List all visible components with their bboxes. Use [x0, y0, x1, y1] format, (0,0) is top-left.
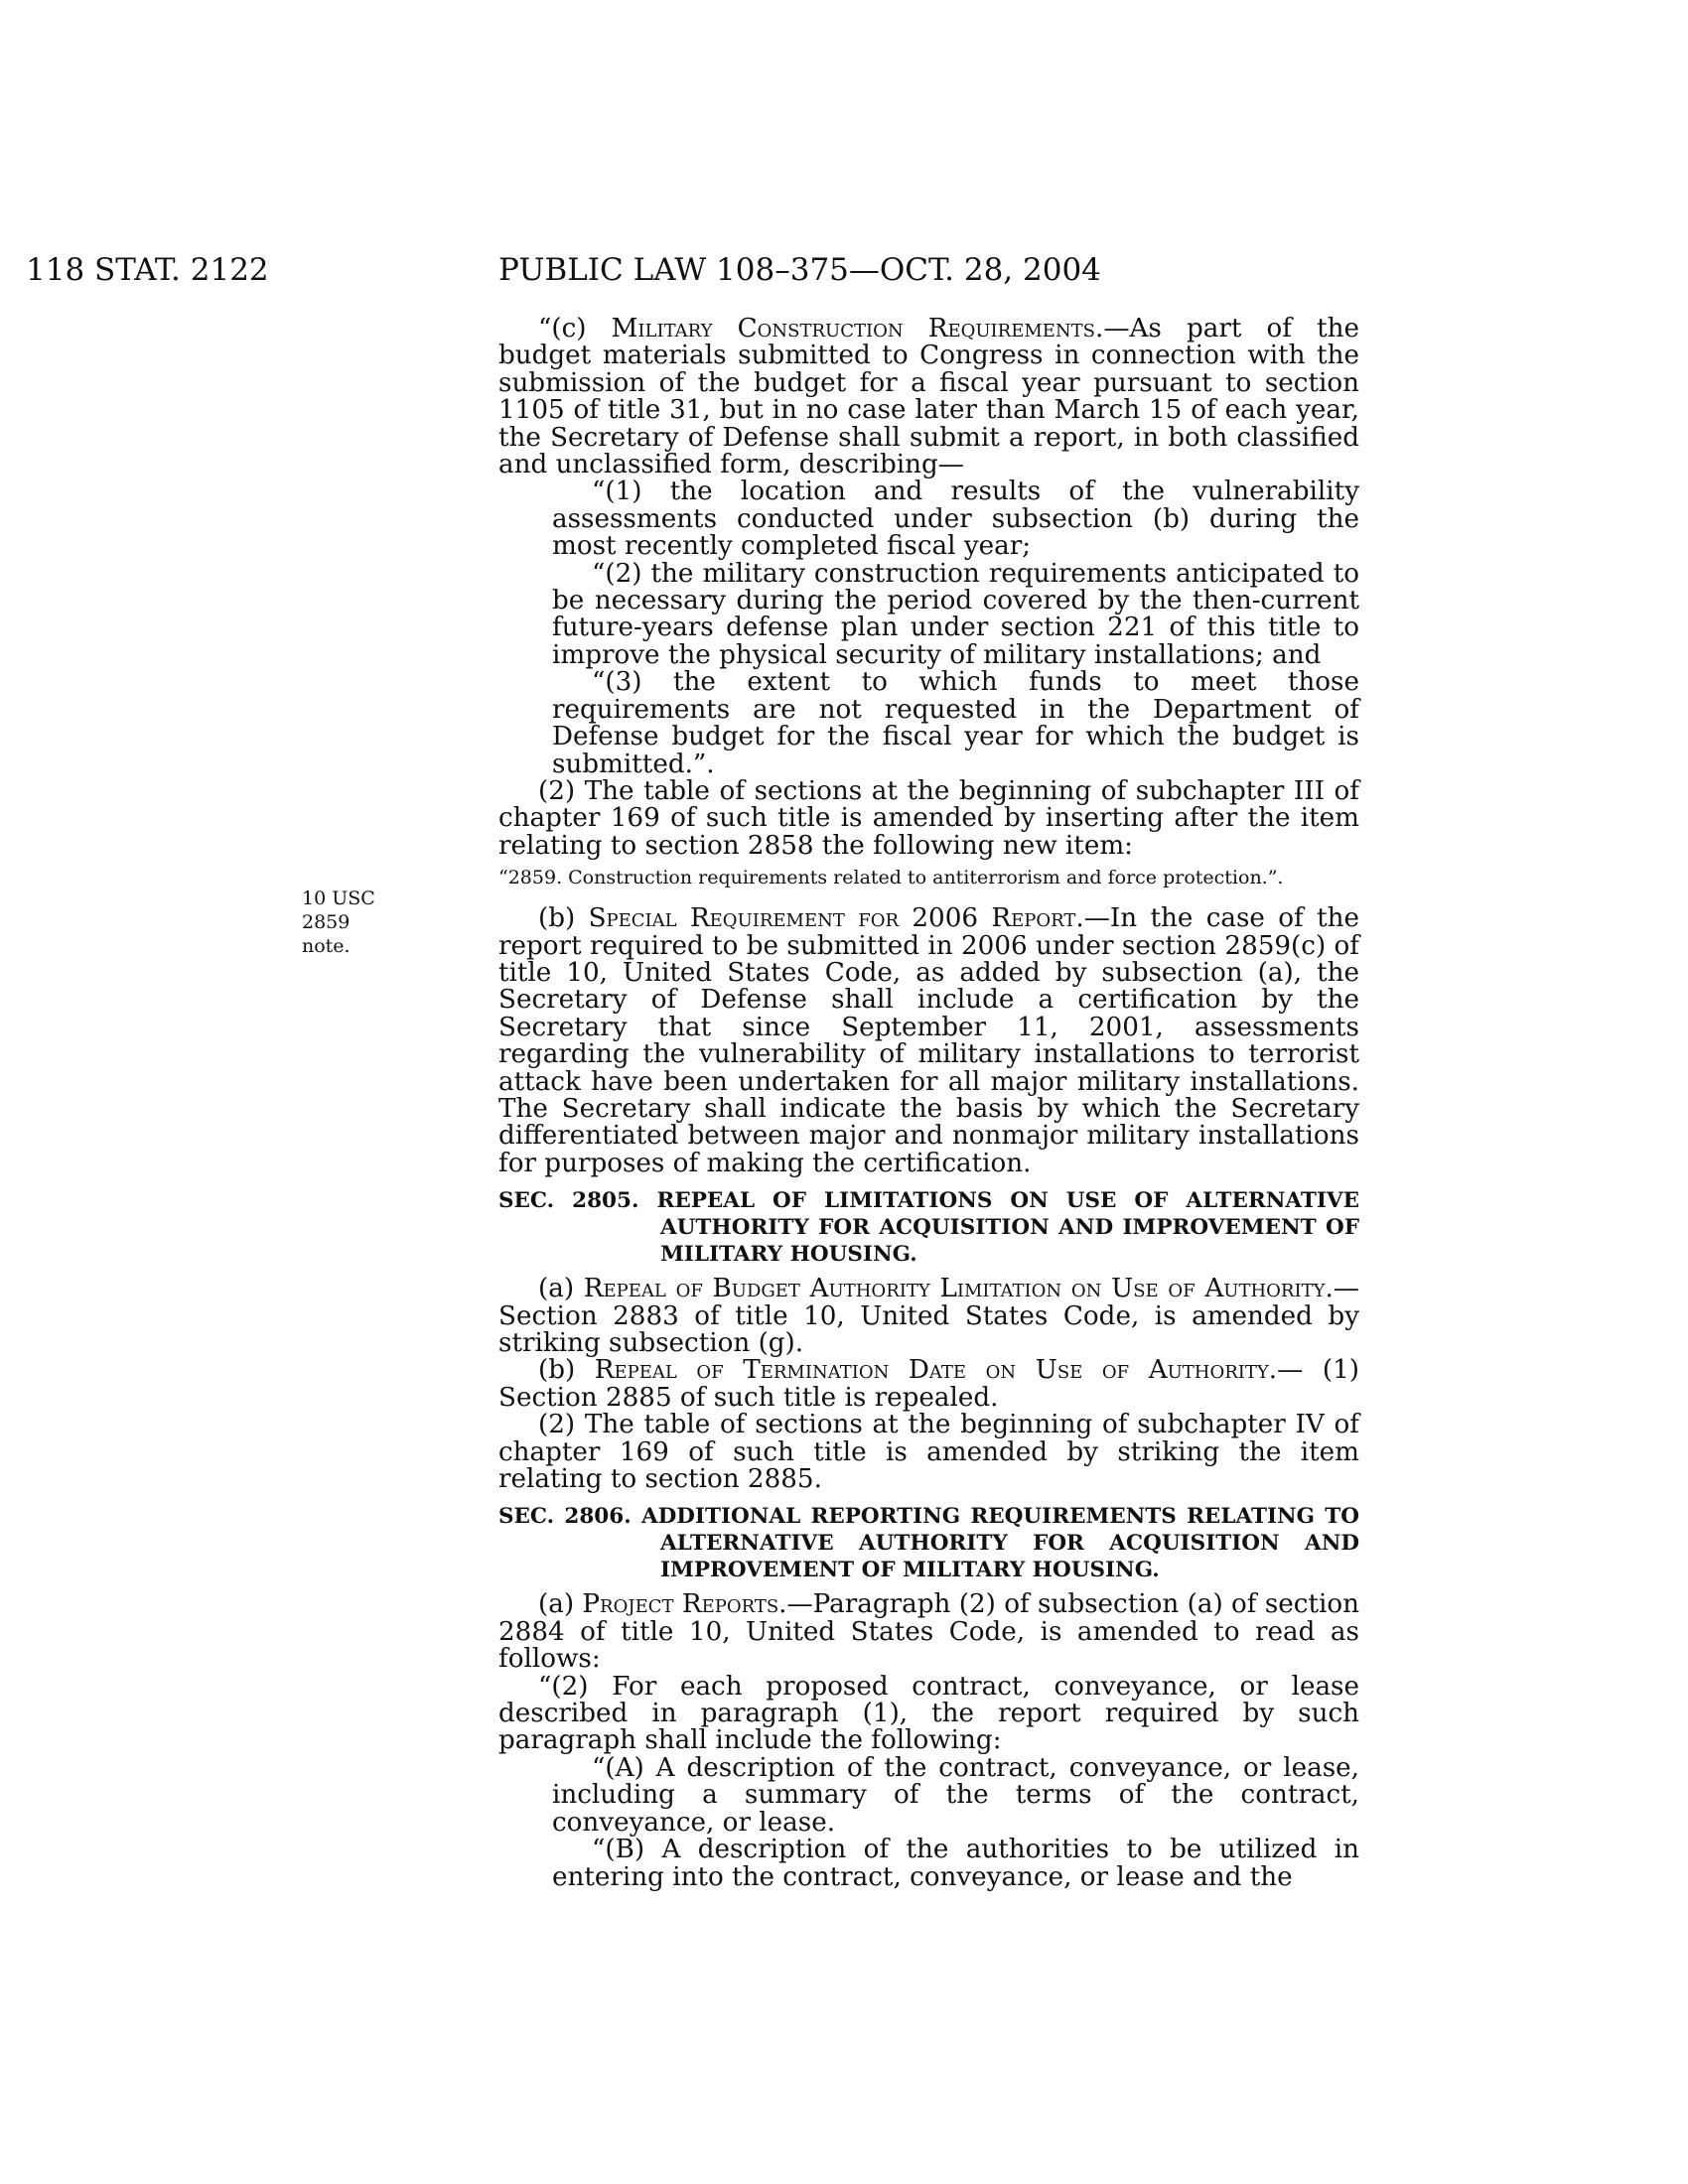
section-heading-2805: SEC. 2805. REPEAL OF LIMITATIONS ON USE OF ALTERNATIVE AUTHORITY FOR ACQUISITION AND IMPROVEMENT OF MILITARY HOUSING.: [498, 1188, 1359, 1268]
clause-2: “(2) the military construction requirements anticipated to be necessary during the period covered by the then-current future-years defense plan under section 221 of this title to improve the physical security of military installations; and: [552, 558, 1359, 670]
quoted-clause-a: “(A) A description of the contract, conveyance, or lease, including a summary of the terms of the contract, conveyance, or lease.: [552, 1752, 1359, 1838]
paragraph-c: “(c) Military Construction Requirements.—As part of the budget materials submitted to Congress in connection with the submission of the budget for a fiscal year pursuant to section 1105 of title 31, but in no case later than March 15 of each year, the Secretary of Defense shall submit a report, in both classified and unclassified form, describing—: [498, 314, 1359, 480]
clause-3: “(3) the extent to which funds to meet those requirements are not requested in the Department of Defense budget for the fiscal year for which the budget is submitted.”.: [552, 667, 1359, 779]
paragraph-2: (2) The table of sections at the beginning of subchapter III of chapter 169 of such title is amended by inserting after the item relating to section 2858 the following new item:: [498, 775, 1359, 861]
quoted-clause-b: “(B) A description of the authorities to be utilized in entering into the contract, conveyance, or lease and the: [552, 1835, 1359, 1892]
running-header: PUBLIC LAW 108–375—OCT. 28, 2004: [498, 252, 1101, 288]
subsection-2806-a: (a) Project Reports.—Paragraph (2) of subsection (a) of section 2884 of title 10, United States Code, is amended to read as follows:: [498, 1589, 1359, 1675]
body-column: [498, 316, 1359, 1891]
margin-note: [302, 887, 421, 958]
paragraph-2805-b2: (2) The table of sections at the beginning of subchapter IV of chapter 169 of such title is amended by striking the item relating to section 2885.: [498, 1410, 1359, 1495]
paragraph-heading: Military Construction Requirements: [611, 314, 1095, 343]
subsection-heading: Special Requirement for 2006 Report: [588, 903, 1076, 934]
subsection-heading: Repeal of Budget Authority Limitation on Use of Authority: [583, 1274, 1326, 1304]
margin-note-line: 10 USC 2859: [302, 887, 375, 933]
table-of-sections-item: “2859. Construction requirements related to antiterrorism and force protection.”.: [498, 867, 1284, 889]
margin-note-line: note.: [302, 935, 351, 957]
clause-1: “(1) the location and results of the vulnerability assessments conducted under subsection (b) during the most recently completed fiscal year;: [552, 477, 1359, 562]
subsection-2805-b: (b) Repeal of Termination Date on Use of Authority.— (1) Section 2885 of such title is repealed.: [498, 1355, 1359, 1413]
quoted-paragraph-2: “(2) For each proposed contract, conveyance, or lease described in paragraph (1), the report required by such paragraph shall include the following:: [498, 1671, 1359, 1756]
subsection-heading: Repeal of Termination Date on Use of Authority: [594, 1355, 1269, 1386]
section-heading-2806: SEC. 2806. ADDITIONAL REPORTING REQUIREMENTS RELATING TO ALTERNATIVE AUTHORITY FOR ACQUISITION AND IMPROVEMENT OF MILITARY HOUSING.: [498, 1504, 1359, 1583]
subsection-b: (b) Special Requirement for 2006 Report.—In the case of the report required to be submitted in 2006 under section 2859(c) of title 10, United States Code, as added by subsection (a), the Secretary of Defense shall include a certification by the Secretary that since September 11, 2001, assessments regarding the vulnerability of military installations to terrorist attack have been undertaken for all major military installations. The Secretary shall indicate the basis by which the Secretary differentiated between major and nonmajor military installations for purposes of making the certification.: [498, 903, 1359, 1178]
page-reference: 118 STAT. 2122: [26, 252, 269, 288]
subsection-2805-a: (a) Repeal of Budget Authority Limitation on Use of Authority.—Section 2883 of title 10, United States Code, is amended by striking subsection (g).: [498, 1274, 1359, 1358]
subsection-heading: Project Reports: [582, 1589, 779, 1620]
